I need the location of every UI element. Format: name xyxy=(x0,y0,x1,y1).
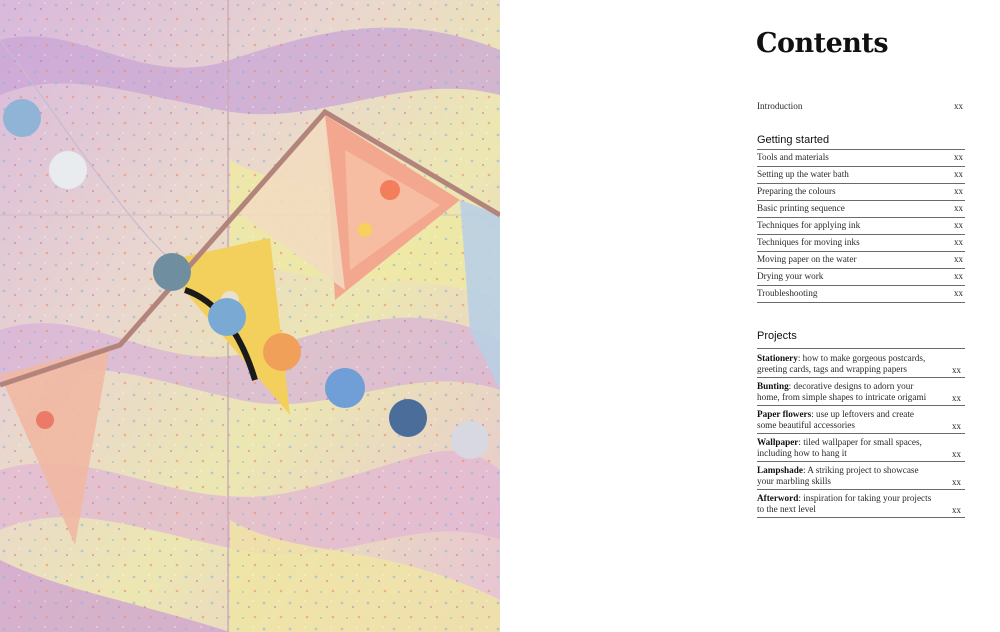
project-description: : decorative designs to adorn your home, from simple shapes to intricate origami xyxy=(757,381,927,402)
toc-entry-label: Setting up the water bath xyxy=(757,169,849,179)
toc-page-number: xx xyxy=(954,152,963,162)
toc-entry-label: Moving paper on the water xyxy=(757,254,857,264)
toc-entry-label: Tools and materials xyxy=(757,152,829,162)
toc-page-number: xx xyxy=(952,449,961,459)
toc-page-number: xx xyxy=(954,254,963,264)
divider xyxy=(757,302,965,303)
divider xyxy=(757,149,965,150)
divider xyxy=(757,285,965,286)
divider xyxy=(757,268,965,269)
toc-page-number: xx xyxy=(954,271,963,281)
project-name: Wallpaper xyxy=(757,437,799,447)
toc-page-number: xx xyxy=(954,203,963,213)
toc-entry-label: Drying your work xyxy=(757,271,824,281)
toc-entry[interactable] xyxy=(757,254,965,265)
toc-page-number: xx xyxy=(954,220,963,230)
divider xyxy=(757,166,965,167)
toc-entry-label: Techniques for moving inks xyxy=(757,237,860,247)
project-description: : use up leftovers and create some beautiful accessories xyxy=(757,409,914,430)
toc-entry[interactable] xyxy=(757,237,965,248)
project-description: : tiled wallpaper for small spaces, including how to hang it xyxy=(757,437,922,458)
divider xyxy=(757,183,965,184)
divider xyxy=(757,251,965,252)
toc-project-entry[interactable] xyxy=(757,381,933,403)
toc-page-number: xx xyxy=(952,477,961,487)
toc-entry[interactable] xyxy=(757,271,965,282)
toc-entry-label: Techniques for applying ink xyxy=(757,220,861,230)
toc-project-entry[interactable] xyxy=(757,437,933,459)
toc-entry-label: Basic printing sequence xyxy=(757,203,845,213)
toc-entry[interactable] xyxy=(757,220,965,231)
toc-page-number: xx xyxy=(954,101,963,111)
project-description: : A striking project to showcase your marbling skills xyxy=(757,465,919,486)
divider xyxy=(757,217,965,218)
project-name: Paper flowers xyxy=(757,409,812,419)
divider xyxy=(757,517,965,518)
divider xyxy=(757,377,965,378)
toc-page-number: xx xyxy=(952,365,961,375)
divider xyxy=(757,234,965,235)
project-name: Bunting xyxy=(757,381,789,391)
section-title-projects: Projects xyxy=(757,330,797,342)
toc-entry[interactable] xyxy=(757,152,965,163)
toc-entry-label: Preparing the colours xyxy=(757,186,836,196)
toc-page-number: xx xyxy=(954,169,963,179)
toc-project-entry[interactable] xyxy=(757,353,933,375)
toc-entry[interactable] xyxy=(757,288,965,299)
divider xyxy=(757,200,965,201)
toc-entry-label: Troubleshooting xyxy=(757,288,818,298)
project-description: : how to make gorgeous postcards, greeting cards, tags and wrapping papers xyxy=(757,353,926,374)
toc-project-entry[interactable] xyxy=(757,465,933,487)
toc-project-entry[interactable] xyxy=(757,493,933,515)
section-title-getting-started: Getting started xyxy=(757,134,830,146)
contents-page xyxy=(500,0,1000,632)
project-name: Stationery xyxy=(757,353,798,363)
toc-page-number: xx xyxy=(952,505,961,515)
divider xyxy=(757,489,965,490)
divider xyxy=(757,433,965,434)
toc-page-number: xx xyxy=(954,237,963,247)
toc-entry-label: Introduction xyxy=(757,101,803,111)
toc-page-number: xx xyxy=(952,421,961,431)
toc-entry[interactable] xyxy=(757,186,965,197)
toc-page-number: xx xyxy=(954,288,963,298)
toc-project-entry[interactable] xyxy=(757,409,933,431)
toc-page-number: xx xyxy=(954,186,963,196)
toc-entry-introduction[interactable] xyxy=(757,101,965,112)
divider xyxy=(757,461,965,462)
divider xyxy=(757,348,965,349)
page-title: Contents xyxy=(756,28,889,59)
project-description: : inspiration for taking your projects to the next level xyxy=(757,493,932,514)
toc-page-number: xx xyxy=(952,393,961,403)
toc-entry[interactable] xyxy=(757,203,965,214)
divider xyxy=(757,405,965,406)
project-name: Afterword xyxy=(757,493,799,503)
toc-entry[interactable] xyxy=(757,169,965,180)
project-name: Lampshade xyxy=(757,465,803,475)
